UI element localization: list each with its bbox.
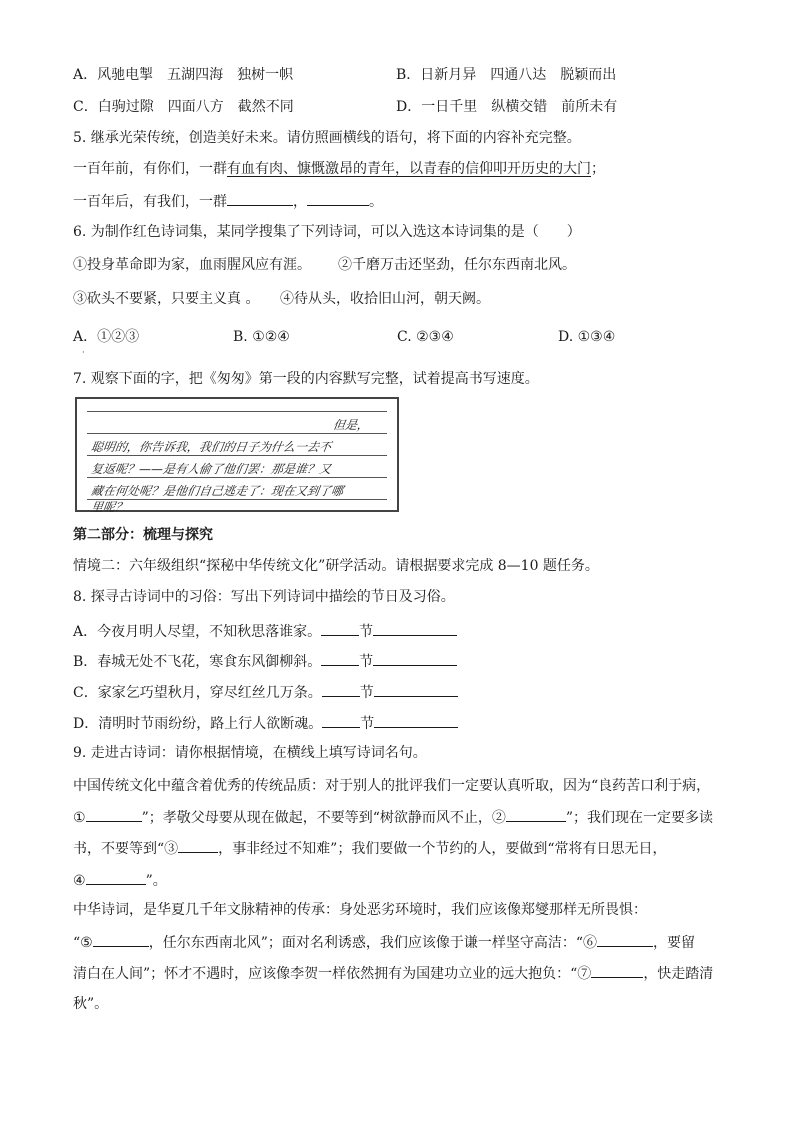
q4-option-d: D．一日千里 纵横交错 前所未有 <box>396 99 618 115</box>
hw-rule <box>87 477 387 478</box>
q8-d-custom-blank[interactable] <box>374 713 458 728</box>
q9-blank-3[interactable] <box>178 838 218 853</box>
q5-line2-mid: ， <box>293 194 307 210</box>
q9-blank-4[interactable] <box>86 870 146 885</box>
q9-para2-line4: 秋”。 <box>73 996 109 1012</box>
q4-option-c: C．白驹过隙 四面八方 截然不同 <box>73 99 294 115</box>
q8-b-custom-blank[interactable] <box>373 651 457 666</box>
q6-item-3: ③砍头不要紧，只要主义真 。 <box>73 291 260 307</box>
q9-blank-1[interactable] <box>86 807 142 822</box>
q9-para2-line3-pre: 清白在人间”；怀才不遇时，应该像李贺一样依然拥有为国建功立业的远大抱负：“⑦ <box>73 966 592 982</box>
q8-item-a <box>73 621 457 641</box>
q9-blank-5[interactable] <box>93 932 149 947</box>
q8-c-custom-blank[interactable] <box>374 682 458 697</box>
handwriting-sample-box <box>75 397 399 512</box>
q6-option-a: A．①②③ <box>73 329 140 345</box>
q9-para1-line2 <box>73 807 713 827</box>
q5-line2 <box>73 191 383 211</box>
q9-circled-4: ④ <box>73 873 86 889</box>
q8-prompt: 8. 探寻古诗词中的习俗：写出下列诗词中描绘的节日及习俗。 <box>73 589 455 605</box>
hw-rule <box>87 499 387 500</box>
q8-item-c-text: C．家家乞巧望秋月，穿尽红丝几万条。 <box>73 685 322 701</box>
q6-item-1: ①投身革命即为家，血雨腥风应有涯。 <box>73 257 311 273</box>
q8-item-d <box>73 713 458 733</box>
q6-item-2: ②千磨万击还坚劲，任尔东西南北风。 <box>338 257 576 273</box>
q8-item-c <box>73 682 458 702</box>
part2-title: 第二部分：梳理与探究 <box>73 527 213 543</box>
q9-para2-line2 <box>73 932 695 952</box>
q9-para2-line2-pre: “⑤ <box>73 935 93 951</box>
q6-option-b: B. ①②④ <box>233 329 290 345</box>
handwriting-line-5: 里呢？ <box>90 500 128 514</box>
q9-blank-6[interactable] <box>597 932 653 947</box>
q9-para1-line1: 中国传统文化中蕴含着优秀的传统品质：对于别人的批评我们一定要认真听取，因为“良药苦口利于病， <box>73 778 711 794</box>
q8-jie-label: 节 <box>359 654 374 670</box>
q9-prompt: 9. 走进古诗词：请你根据情境，在横线上填写诗词名句。 <box>73 745 427 761</box>
q6-item-4: ④待从头，收拾旧山河，朝天阙。 <box>280 291 490 307</box>
q5-line1-post: ； <box>591 161 605 177</box>
q9-blank-2[interactable] <box>506 807 566 822</box>
q9-para2-line2-mid: ，任尔东西南北风”；面对名利诱惑，我们应该像于谦一样坚守高洁：“⑥ <box>148 935 598 951</box>
q8-a-custom-blank[interactable] <box>373 621 457 636</box>
q9-para1-line4 <box>73 870 167 890</box>
q5-line1 <box>73 160 605 178</box>
q9-para1-line2-mid: ”；孝敬父母要从现在做起，不要等到“树欲静而风不止，② <box>141 810 506 826</box>
q7-prompt: 7. 观察下面的字，把《匆匆》第一段的内容默写完整，试着提高书写速度。 <box>73 371 539 387</box>
hw-rule <box>87 455 387 456</box>
handwriting-line-3: 复返呢？——是有人偷了他们罢：那是谁？又 <box>90 462 332 476</box>
q4-option-a: A．风驰电掣 五湖四海 独树一帜 <box>73 67 294 83</box>
q8-d-festival-blank[interactable] <box>322 713 360 728</box>
q9-para1-line3-pre: 书，不要等到“③ <box>73 841 179 857</box>
q9-blank-7[interactable] <box>591 963 643 978</box>
q8-jie-label: 节 <box>359 624 374 640</box>
q9-para2-line3-end: ，快走踏清 <box>643 966 714 982</box>
stray-dot: · <box>82 348 85 357</box>
handwriting-line-1: 但是， <box>332 418 370 432</box>
q8-jie-label: 节 <box>360 716 375 732</box>
q9-circled-1: ① <box>73 810 86 826</box>
q5-line2-post: 。 <box>369 194 383 210</box>
q9-para2-line1: 中华诗词，是华夏几千年文脉精神的传承：身处恶劣环境时，我们应该像郑燮那样无所畏惧： <box>73 902 647 918</box>
q8-item-d-text: D．清明时节雨纷纷，路上行人欲断魂。 <box>73 716 323 732</box>
q8-item-a-text: A．今夜月明人尽望，不知秋思落谁家。 <box>73 624 322 640</box>
q6-prompt: 6. 为制作红色诗词集，某同学搜集了下列诗词，可以入选这本诗词集的是（ ） <box>73 224 581 240</box>
q8-a-festival-blank[interactable] <box>321 621 359 636</box>
q9-para1-line4-end: ”。 <box>145 873 167 889</box>
q9-para1-line3-post: ，事非经过不知难”；我们要做一个节约的人，要做到“常将有日思无日， <box>218 841 667 857</box>
q8-jie-label: 节 <box>359 685 374 701</box>
handwriting-line-2: 聪明的，你告诉我，我们的日子为什么一去不 <box>90 440 332 454</box>
q6-option-c: C. ②③④ <box>397 329 454 345</box>
q5-line2-pre: 一百年后，有我们，一群 <box>73 194 227 210</box>
q9-para2-line3 <box>73 963 713 983</box>
part2-context: 情境二：六年级组织“探秘中华传统文化”研学活动。请根据要求完成 8—10 题任务。 <box>73 558 599 574</box>
q9-para1-line3 <box>73 838 667 858</box>
q5-blank-2[interactable] <box>307 191 369 206</box>
q8-c-festival-blank[interactable] <box>322 682 360 697</box>
q4-option-b: B．日新月异 四通八达 脱颖而出 <box>396 67 617 83</box>
q9-para2-line2-end: ，要留 <box>653 935 696 951</box>
q8-item-b-text: B．春城无处不飞花，寒食东风御柳斜。 <box>73 654 322 670</box>
handwriting-line-4: 藏在何处呢？是他们自己逃走了：现在又到了哪 <box>90 484 344 498</box>
q5-prompt: 5. 继承光荣传统，创造美好未来。请仿照画横线的语句，将下面的内容补充完整。 <box>73 130 581 146</box>
q8-item-b <box>73 651 457 671</box>
q9-para1-line2-end: ”；我们现在一定要多读 <box>565 810 714 826</box>
q5-line1-pre: 一百年前，有你们，一群 <box>73 161 227 177</box>
q5-blank-1[interactable] <box>227 191 293 206</box>
q8-b-festival-blank[interactable] <box>321 651 359 666</box>
q5-line1-underlined: 有血有肉、慷慨激昂的青年，以青春的信仰叩开历史的大门 <box>227 161 591 177</box>
q6-option-d: D. ①③④ <box>558 329 616 345</box>
hw-rule <box>87 433 387 434</box>
hw-rule <box>87 411 387 412</box>
